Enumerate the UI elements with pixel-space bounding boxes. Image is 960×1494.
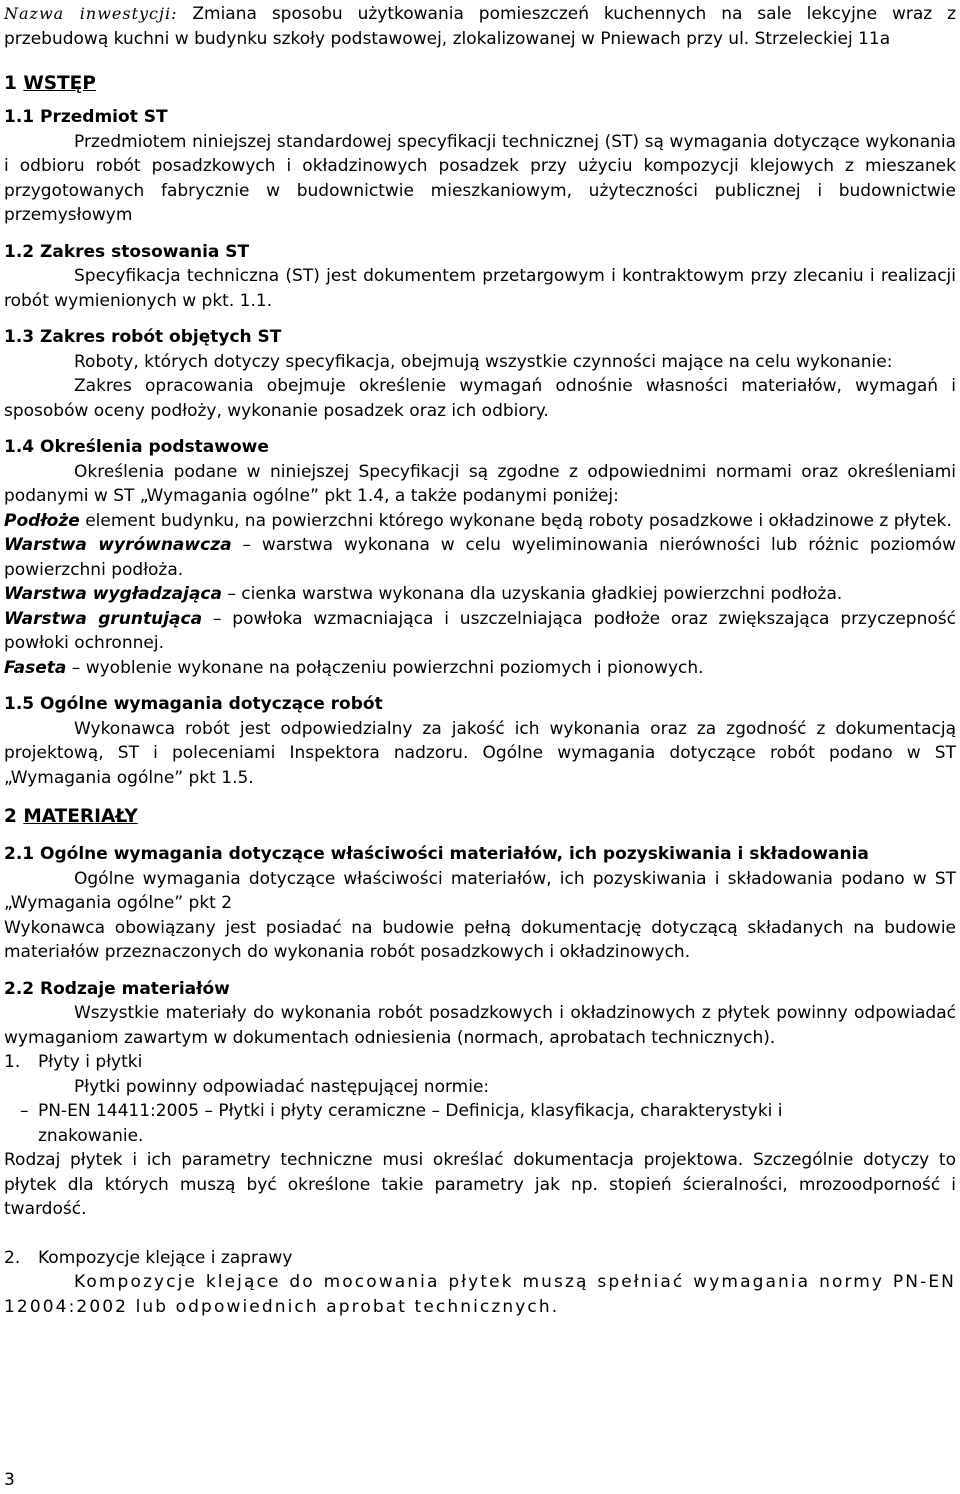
section-1-number: 1 <box>4 73 24 94</box>
section-2-heading <box>4 804 956 830</box>
kompozycje-text: Kompozycje klejące do mocowania płytek muszą spełniać wymagania normy PN-EN 12004:2002 lub odpowiednich aprobat technicznych. <box>4 1272 956 1317</box>
project-name: Zmiana sposobu użytkowania pomieszczeń kuchennych na sale lekcyjne wraz z przebudową kuchni w budynku szkoły podstawowej, zlokalizowanej w Pniewach przy ul. Strzeleckiej 11a <box>4 4 956 49</box>
section-1-5-heading: 1.5 Ogólne wymagania dotyczące robót <box>4 694 383 714</box>
definition-term: Warstwa gruntująca <box>4 608 203 629</box>
section-1-3-text: Roboty, których dotyczy specyfikacja, obejmują wszystkie czynności mające na celu wykonanie: <box>74 351 893 372</box>
section-1-2-heading: 1.2 Zakres stosowania ST <box>4 241 250 262</box>
section-2-1-text: Ogólne wymagania dotyczące właściwości materiałów, ich pozyskiwania i składowania podano w ST „Wymagania ogólne” pkt 2 <box>4 868 956 913</box>
definition-faseta <box>4 656 956 681</box>
section-1-heading <box>4 71 956 97</box>
definition-term: Podłoże <box>4 510 80 531</box>
section-1-4-heading: 1.4 Określenia podstawowe <box>4 437 269 457</box>
section-1-2-text: Specyfikacja techniczna (ST) jest dokumentem przetargowym i kontraktowym przy zlecaniu i realizacji robót wymienionych w pkt. 1.1. <box>4 266 956 311</box>
definition-warstwa-wygladzajaca <box>4 582 956 607</box>
plytki-norm-intro: Płytki powinny odpowiadać następującej normie: <box>74 1076 490 1097</box>
section-1-3-heading: 1.3 Zakres robót objętych ST <box>4 327 282 347</box>
definition-term: Warstwa wyrównawcza <box>4 535 232 555</box>
section-1-1-heading: 1.1 Przedmiot ST <box>4 107 168 127</box>
section-1-1-text: Przedmiotem niniejszej standardowej specyfikacji technicznej (ST) są wymagania dotyczące wykonania i odbioru robót posadzkowych i okładzinowych posadzek przy użyciu kompozycji klejowych z mieszanek przygotowanych fabrycznie w budownictwie mieszkaniowym, użyteczności publicznej i budownictwie przemysłowym <box>4 131 956 225</box>
list-item-number: 2. <box>4 1247 21 1268</box>
project-label: Nazwa inwestycji: <box>4 4 178 23</box>
definition-text: element budynku, na powierzchni którego wykonane będą roboty posadzkowe i okładzinowe z płytek. <box>79 510 952 531</box>
list-item-label: Płyty i płytki <box>38 1052 143 1072</box>
definition-podloze <box>4 509 956 534</box>
definition-term: Warstwa wygładzająca <box>4 584 222 604</box>
section-2-2-heading: 2.2 Rodzaje materiałów <box>4 978 230 999</box>
section-1-3-scope: Zakres opracowania obejmuje określenie wymagań odnośnie własności materiałów, wymagań i sposobów oceny podłoży, wykonanie posadzek oraz ich odbiory. <box>4 376 956 421</box>
section-2-1-documentation: Wykonawca obowiązany jest posiadać na budowie pełną dokumentację dotyczącą składanych na budowie materiałów przeznaczonych do wykonania robót posadzkowych i okładzinowych. <box>4 917 956 962</box>
list-item-number: 1. <box>4 1052 21 1072</box>
section-1-4-intro: Określenia podane w niniejszej Specyfikacji są zgodne z odpowiednimi normami oraz określeniami podanymi w ST „Wymagania ogólne” pkt 1.4, a także podanymi poniżej: <box>4 461 956 506</box>
definition-warstwa-gruntujaca <box>4 607 956 656</box>
standard-text: PN-EN 14411:2005 – Płytki i płyty ceramiczne – Definicja, klasyfikacja, charakterystyki i znakowanie. <box>38 1101 783 1146</box>
section-2-1-heading: 2.1 Ogólne wymagania dotyczące właściwości materiałów, ich pozyskiwania i składowania <box>4 844 869 864</box>
definition-warstwa-wyrownawcza <box>4 533 956 582</box>
section-1-5-text: Wykonawca robót jest odpowiedzialny za jakość ich wykonania oraz za zgodność z dokumentacją projektową, ST i poleceniami Inspektora nadzoru. Ogólne wymagania dotyczące robót podano w ST „Wymagania ogólne” pkt 1.5. <box>4 718 956 788</box>
list-item-kompozycje <box>4 1246 956 1271</box>
section-1-title: WSTĘP <box>23 73 96 94</box>
page-number: 3 <box>4 1470 15 1490</box>
definition-term: Faseta <box>4 657 67 678</box>
list-item-label: Kompozycje klejące i zaprawy <box>38 1247 293 1268</box>
list-dash: – <box>20 1101 29 1121</box>
section-2-title: MATERIAŁY <box>23 806 138 827</box>
definition-text: – warstwa wykonana w celu wyeliminowania nierówności lub różnic poziomów powierzchni podłoża. <box>4 535 956 580</box>
plytki-parameters-text: Rodzaj płytek i ich parametry techniczne musi określać dokumentacja projektowa. Szczególnie dotyczy to płytek dla których muszą być określone takie parametry jak np. stopień ścieralności, mrozoodporność i twardość. <box>4 1150 956 1219</box>
definition-text: – cienka warstwa wykonana dla uzyskania gładkiej powierzchni podłoża. <box>221 584 843 604</box>
list-item-plyty <box>4 1050 956 1075</box>
definition-text: – powłoka wzmacniająca i uszczelniająca podłoże oraz zwiększająca przyczepność powłoki ochronnej. <box>4 608 956 653</box>
standard-list-item <box>4 1099 956 1148</box>
section-2-2-text: Wszystkie materiały do wykonania robót posadzkowych i okładzinowych z płytek powinny odpowiadać wymaganiom zawartym w dokumentach odniesienia (normach, aprobatach technicznych). <box>4 1003 956 1048</box>
document-page <box>4 2 956 1319</box>
project-header <box>4 2 956 51</box>
section-2-number: 2 <box>4 806 24 827</box>
definition-text: – wyoblenie wykonane na połączeniu powierzchni poziomych i pionowych. <box>66 657 704 678</box>
